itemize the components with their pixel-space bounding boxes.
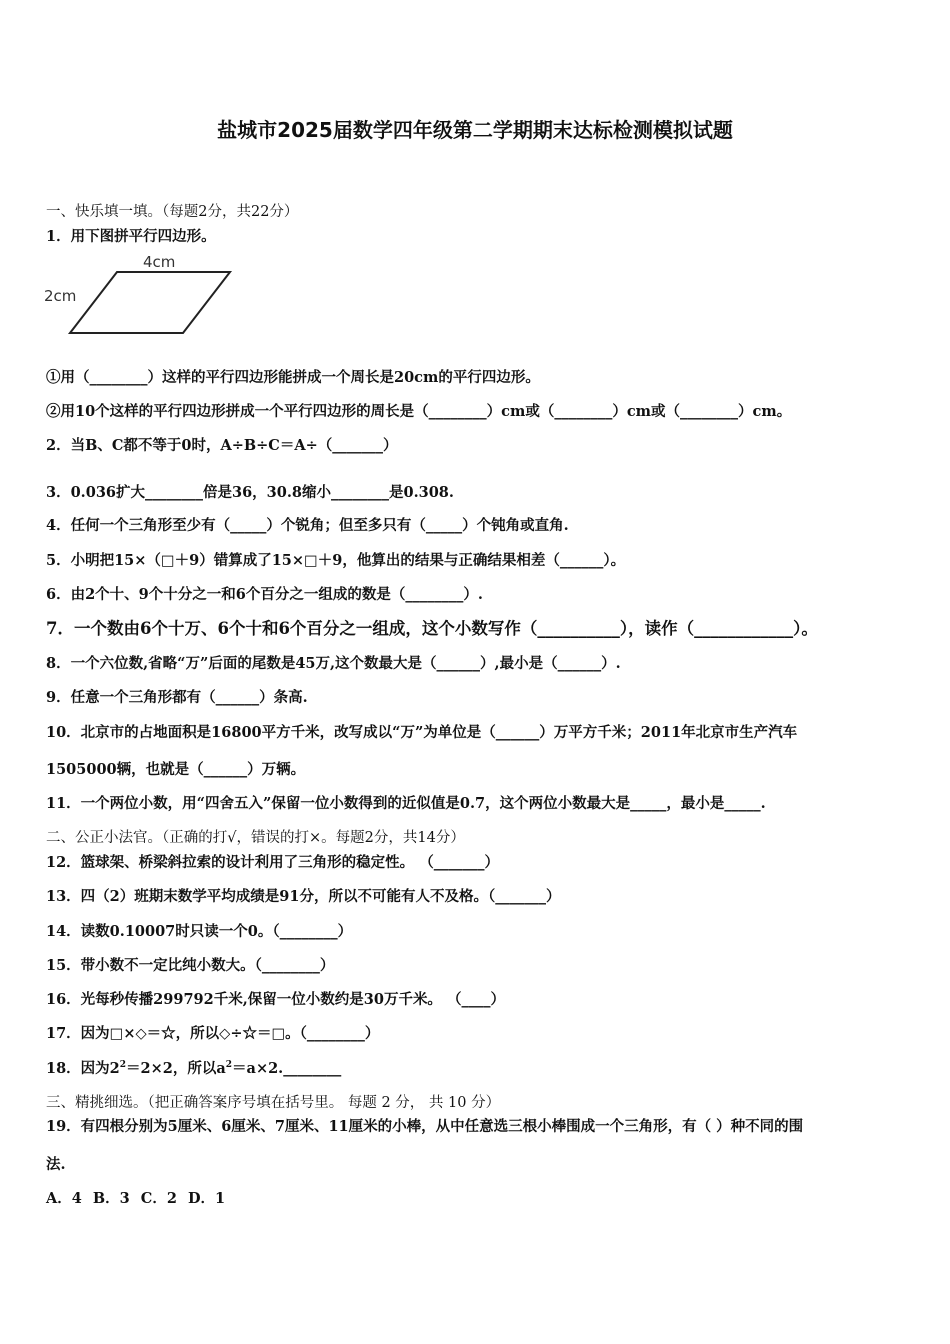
question-4: 4．任何一个三角形至少有（_____）个锐角；但至多只有（_____）个钝角或直角.: [46, 517, 569, 534]
section-2-heading: 二、公正小法官。（正确的打√，错误的打×。每题2分，共14分）: [46, 830, 465, 846]
section-1-heading: 一、快乐填一填。（每题2分，共22分）: [46, 204, 299, 220]
parallelogram-top-label: 4cm: [143, 253, 176, 271]
question-13: 13．四（2）班期末数学平均成绩是91分，所以不可能有人不及格。（_______）: [46, 888, 561, 905]
question-19-options: A．4 B．3 C．2 D．1: [46, 1190, 226, 1207]
parallelogram-shape: [70, 272, 230, 333]
question-18-suffix: ＝a×2.________: [232, 1060, 342, 1077]
question-5: 5．小明把15×（□＋9）错算成了15×□＋9，他算出的结果与正确结果相差（______）。: [46, 552, 626, 569]
question-17: 17．因为□×◇＝☆，所以◇÷☆＝□。（________）: [46, 1025, 380, 1042]
section-3-heading: 三、精挑细选。（把正确答案序号填在括号里。 每题 2 分， 共 10 分）: [46, 1095, 501, 1111]
question-18-middle: ＝2×2，所以a: [126, 1060, 226, 1077]
question-6: 6．由2个十、9个十分之一和6个百分之一组成的数是（________）.: [46, 586, 483, 603]
question-12: 12．篮球架、桥梁斜拉索的设计利用了三角形的稳定性。 （_______）: [46, 854, 499, 871]
question-9: 9．任意一个三角形都有（______）条高.: [46, 689, 308, 706]
question-7: 7．一个数由6个十万、6个十和6个百分之一组成，这个小数写作（__________），读作（____________）。: [46, 619, 818, 638]
parallelogram-side-label: 2cm: [44, 287, 77, 305]
question-10-line-2: 1505000辆，也就是（______）万辆。: [46, 761, 306, 778]
question-18-exponent-1: 2: [119, 1060, 127, 1070]
question-11: 11．一个两位小数，用“四舍五入”保留一位小数得到的近似值是0.7，这个两位小数最大是_____，最小是_____.: [46, 795, 766, 812]
question-19-line-2: 法.: [46, 1156, 66, 1173]
question-3: 3．0.036扩大________倍是36，30.8缩小________是0.308.: [46, 484, 454, 501]
question-15: 15．带小数不一定比纯小数大。（________）: [46, 957, 335, 974]
question-18-exponent-2: 2: [225, 1060, 233, 1070]
parallelogram-figure: [40, 250, 250, 342]
question-10-line-1: 10．北京市的占地面积是16800平方千米，改写成以“万”为单位是（______）万平方千米；2011年北京市生产汽车: [46, 724, 798, 741]
question-18: [46, 1059, 341, 1079]
question-1: 1．用下图拼平行四边形。: [46, 228, 216, 245]
question-19-line-1: 19．有四根分别为5厘米、6厘米、7厘米、11厘米的小棒，从中任意选三根小棒围成一个三角形，有（ ）种不同的围: [46, 1118, 804, 1135]
question-1-part-2: ②用10个这样的平行四边形拼成一个平行四边形的周长是（________）cm或（________）cm或（________）cm。: [46, 403, 792, 420]
question-8: 8．一个六位数,省略“万”后面的尾数是45万,这个数最大是（______）,最小是（______）.: [46, 655, 621, 672]
question-18-prefix: 18．因为2: [46, 1060, 120, 1077]
page-title: 盐城市2025届数学四年级第二学期期末达标检测模拟试题: [217, 118, 733, 142]
question-2: 2．当B、C都不等于0时，A÷B÷C＝A÷（_______）: [46, 437, 398, 454]
question-14: 14．读数0.10007时只读一个0。（________）: [46, 923, 353, 940]
question-16: 16．光每秒传播299792千米,保留一位小数约是30万千米。 （____）: [46, 991, 505, 1008]
question-1-part-1: ①用（________）这样的平行四边形能拼成一个周长是20cm的平行四边形。: [46, 369, 540, 386]
